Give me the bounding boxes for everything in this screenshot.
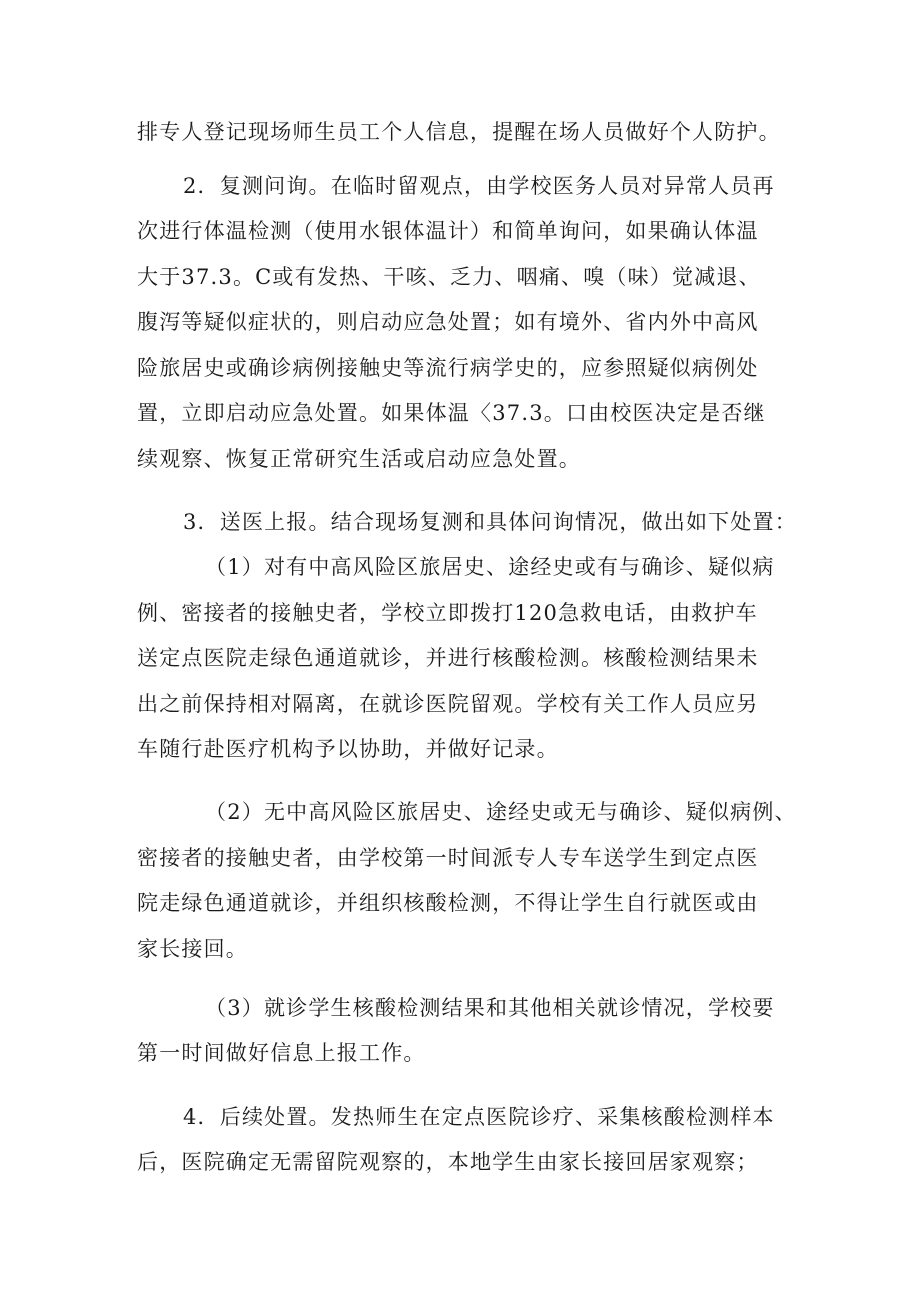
paragraph-line: （3）就诊学生核酸检测结果和其他相关就诊情况，学校要 [205, 996, 775, 1020]
paragraph-line: 出之前保持相对隔离，在就诊医院留观。学校有关工作人员应另 [137, 692, 759, 716]
paragraph-line: 后，医院确定无需留院观察的，本地学生由家长接回居家观察； [137, 1150, 759, 1174]
paragraph-line: 险旅居史或确诊病例接触史等流行病学史的，应参照疑似病例处 [137, 356, 759, 380]
paragraph-line: 车随行赴医疗机构予以协助，并做好记录。 [137, 737, 559, 761]
paragraph-line: 院走绿色通道就诊，并组织核酸检测，不得让学生自行就医或由 [137, 891, 759, 915]
paragraph-line: 第一时间做好信息上报工作。 [137, 1041, 426, 1065]
paragraph-line: 续观察、恢复正常研究生活或启动应急处置。 [137, 447, 581, 471]
paragraph-line: 腹泻等疑似症状的，则启动应急处置；如有境外、省内外中高风 [137, 310, 759, 334]
paragraph-line: 4．后续处置。发热师生在定点医院诊疗、采集核酸检测样本 [183, 1105, 775, 1129]
paragraph-line: 例、密接者的接触史者，学校立即拨打120急救电话，由救护车 [137, 601, 758, 625]
paragraph-line: 置，立即启动应急处置。如果体温〈37.3。口由校医决定是否继 [137, 401, 766, 425]
paragraph-line: 家长接回。 [137, 937, 248, 961]
paragraph-line: （2）无中高风险区旅居史、途经史或无与确诊、疑似病例、 [205, 800, 797, 824]
paragraph-line: 送定点医院走绿色通道就诊，并进行核酸检测。核酸检测结果未 [137, 646, 759, 670]
paragraph-line: 大于37.3。C或有发热、干咳、乏力、咽痛、嗅（味）觉减退、 [137, 265, 761, 289]
paragraph-line: 2．复测问询。在临时留观点，由学校医务人员对异常人员再 [183, 174, 775, 198]
paragraph-line: 次进行体温检测（使用水银体温计）和简单询问，如果确认体温 [137, 219, 759, 243]
paragraph-line: 排专人登记现场师生员工个人信息，提醒在场人员做好个人防护。 [137, 120, 781, 144]
paragraph-line: 3．送医上报。结合现场复测和具体问询情况，做出如下处置： [183, 510, 797, 534]
paragraph-line: 密接者的接触史者，由学校第一时间派专人专车送学生到定点医 [137, 846, 759, 870]
paragraph-line: （1）对有中高风险区旅居史、途经史或有与确诊、疑似病 [205, 555, 775, 579]
